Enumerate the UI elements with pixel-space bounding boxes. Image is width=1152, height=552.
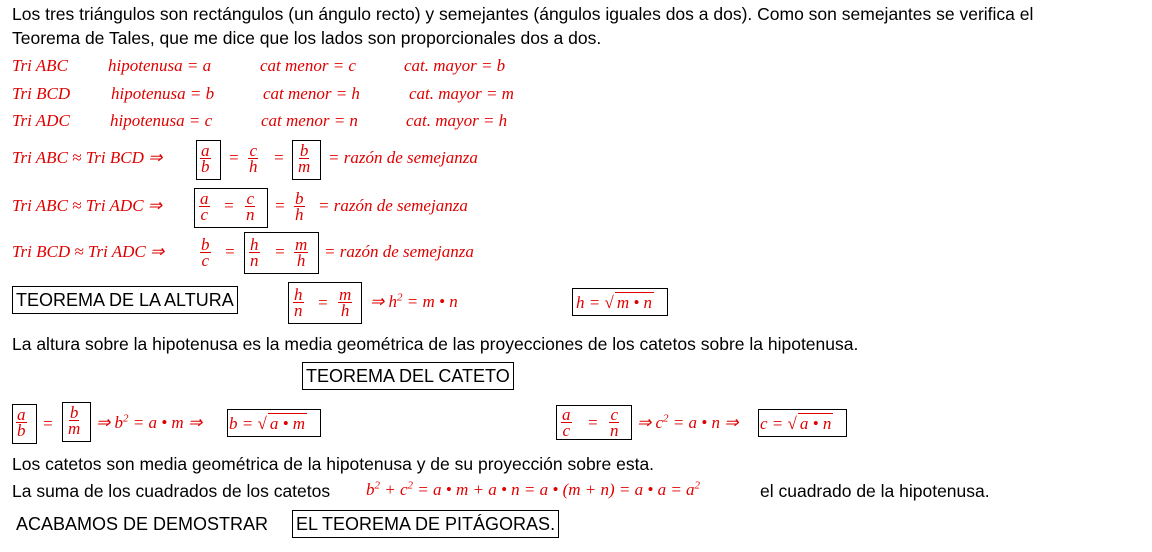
numerator: c <box>610 405 619 424</box>
radicand: m • n <box>616 293 653 312</box>
cateto-title: TEOREMA DEL CATETO <box>302 362 514 390</box>
formula-part: + c <box>380 480 408 499</box>
tri-hypotenuse: hipotenusa = b <box>111 84 215 103</box>
fraction <box>199 191 210 222</box>
equals-sign: = <box>42 414 54 433</box>
tri-name: Tri ADC <box>12 111 70 130</box>
implies-text: ⇒ h <box>370 292 397 311</box>
denominator: m <box>68 419 81 438</box>
tri-cat-menor: cat menor = n <box>261 111 358 130</box>
denominator: n <box>294 301 303 320</box>
numerator: h <box>250 235 259 254</box>
equation-rhs: = a • n ⇒ <box>668 413 739 432</box>
altura-result: h = √ m • n <box>576 293 653 312</box>
equals-sign: = <box>587 413 599 432</box>
similarity-lead: Tri ABC ≈ Tri ADC ⇒ <box>12 196 163 215</box>
tri-cat-menor: cat menor = h <box>263 84 360 103</box>
equation-rhs: = a • m ⇒ <box>128 413 203 432</box>
numerator: b <box>69 403 79 422</box>
cateto-right-result: c = √ a • n <box>760 414 832 433</box>
cateto-description: Los catetos son media geométrica de la hipotenusa y de su proyección sobre esta. <box>12 454 655 474</box>
pitagoras-intro: La suma de los cuadrados de los catetos <box>12 481 331 501</box>
fraction <box>293 287 304 318</box>
denominator: m <box>298 157 311 176</box>
denominator: c <box>562 421 571 440</box>
fraction <box>249 237 260 268</box>
final-lead: ACABAMOS DE DEMOSTRAR <box>16 514 269 534</box>
equals-sign: = <box>223 196 235 215</box>
similarity-lead: Tri BCD ≈ Tri ADC ⇒ <box>12 242 165 261</box>
formula-part: b <box>366 480 375 499</box>
equals-sign: = <box>224 242 236 261</box>
intro-line-2: Teorema de Tales, que me dice que los lados son proporcionales dos a dos. <box>12 28 602 48</box>
exponent: 2 <box>123 412 129 425</box>
cateto-left-result: b = √ a • m <box>229 414 306 433</box>
tri-cat-mayor: cat. mayor = h <box>406 111 508 130</box>
tri-name: Tri ABC <box>12 56 68 75</box>
denominator: n <box>246 205 255 224</box>
fraction <box>294 191 305 222</box>
numerator: m <box>295 235 308 254</box>
tri-cat-menor: cat menor = c <box>260 56 356 75</box>
pitagoras-formula <box>366 480 700 500</box>
numerator: b <box>201 235 210 254</box>
tri-hypotenuse: hipotenusa = a <box>108 56 212 75</box>
implies-text: ⇒ b <box>96 413 123 432</box>
numerator: b <box>295 189 304 208</box>
result-lhs: c = <box>760 414 788 433</box>
fraction <box>245 191 256 222</box>
altura-title: TEOREMA DE LA ALTURA <box>12 286 238 314</box>
exponent: 2 <box>407 479 414 492</box>
pitagoras-tail: el cuadrado de la hipotenusa. <box>760 481 990 501</box>
cateto-right-equation <box>637 413 738 433</box>
equals-sign: = <box>317 293 329 312</box>
denominator: c <box>201 251 210 270</box>
numerator: h <box>294 285 303 304</box>
similarity-tail: = razón de semejanza <box>328 148 478 167</box>
fraction <box>200 143 211 174</box>
exponent: 2 <box>694 479 701 492</box>
result-lhs: b = <box>229 414 258 433</box>
exponent: 2 <box>397 291 403 304</box>
implies-text: ⇒ c <box>637 413 664 432</box>
pitagoras-title: EL TEOREMA DE PITÁGORAS. <box>292 510 559 538</box>
fraction <box>297 143 311 174</box>
numerator: c <box>246 189 255 208</box>
denominator: b <box>17 421 26 440</box>
equals-sign: = <box>274 242 286 261</box>
denominator: h <box>249 157 258 176</box>
numerator: m <box>339 285 352 304</box>
altura-equation <box>370 292 458 312</box>
similarity-lead: Tri ABC ≈ Tri BCD ⇒ <box>12 148 163 167</box>
numerator: b <box>299 141 309 160</box>
denominator: b <box>201 157 210 176</box>
fraction <box>248 143 259 174</box>
fraction <box>609 407 620 438</box>
equals-sign: = <box>228 148 240 167</box>
denominator: h <box>295 205 304 224</box>
fraction <box>67 405 81 436</box>
denominator: h <box>340 301 350 320</box>
similarity-tail: = razón de semejanza <box>318 196 468 215</box>
fraction <box>561 407 572 438</box>
fraction <box>16 407 27 438</box>
numerator: a <box>201 141 210 160</box>
denominator: c <box>200 205 209 224</box>
altura-description: La altura sobre la hipotenusa es la media geométrica de las proyecciones de los catetos sobre la hipotenusa. <box>12 334 859 354</box>
denominator: n <box>610 421 619 440</box>
tri-name: Tri BCD <box>12 84 71 103</box>
similarity-tail: = razón de semejanza <box>324 242 474 261</box>
tri-hypotenuse: hipotenusa = c <box>110 111 213 130</box>
result-lhs: h = <box>576 293 605 312</box>
fraction <box>200 237 211 268</box>
cateto-left-equation <box>96 413 202 433</box>
exponent: 2 <box>374 479 380 492</box>
exponent: 2 <box>663 412 669 425</box>
numerator: a <box>17 405 26 424</box>
fraction <box>294 237 308 268</box>
tri-cat-mayor: cat. mayor = m <box>409 84 514 103</box>
formula-part: = a • m + a • n = a • (m + n) = a • a = a <box>413 480 695 499</box>
numerator: a <box>562 405 571 424</box>
radicand: a • n <box>799 414 832 433</box>
denominator: h <box>296 251 306 270</box>
equals-sign: = <box>273 148 285 167</box>
denominator: n <box>250 251 259 270</box>
tri-cat-mayor: cat. mayor = b <box>404 56 506 75</box>
intro-line-1: Los tres triángulos son rectángulos (un ángulo recto) y semejantes (ángulos iguales dos a dos). Como son semejantes se verifica el <box>12 4 1034 24</box>
numerator: c <box>249 141 258 160</box>
fraction <box>338 287 352 318</box>
radicand: a • m <box>269 414 306 433</box>
numerator: a <box>200 189 209 208</box>
equation-rhs: = m • n <box>402 292 458 311</box>
equals-sign: = <box>274 196 286 215</box>
